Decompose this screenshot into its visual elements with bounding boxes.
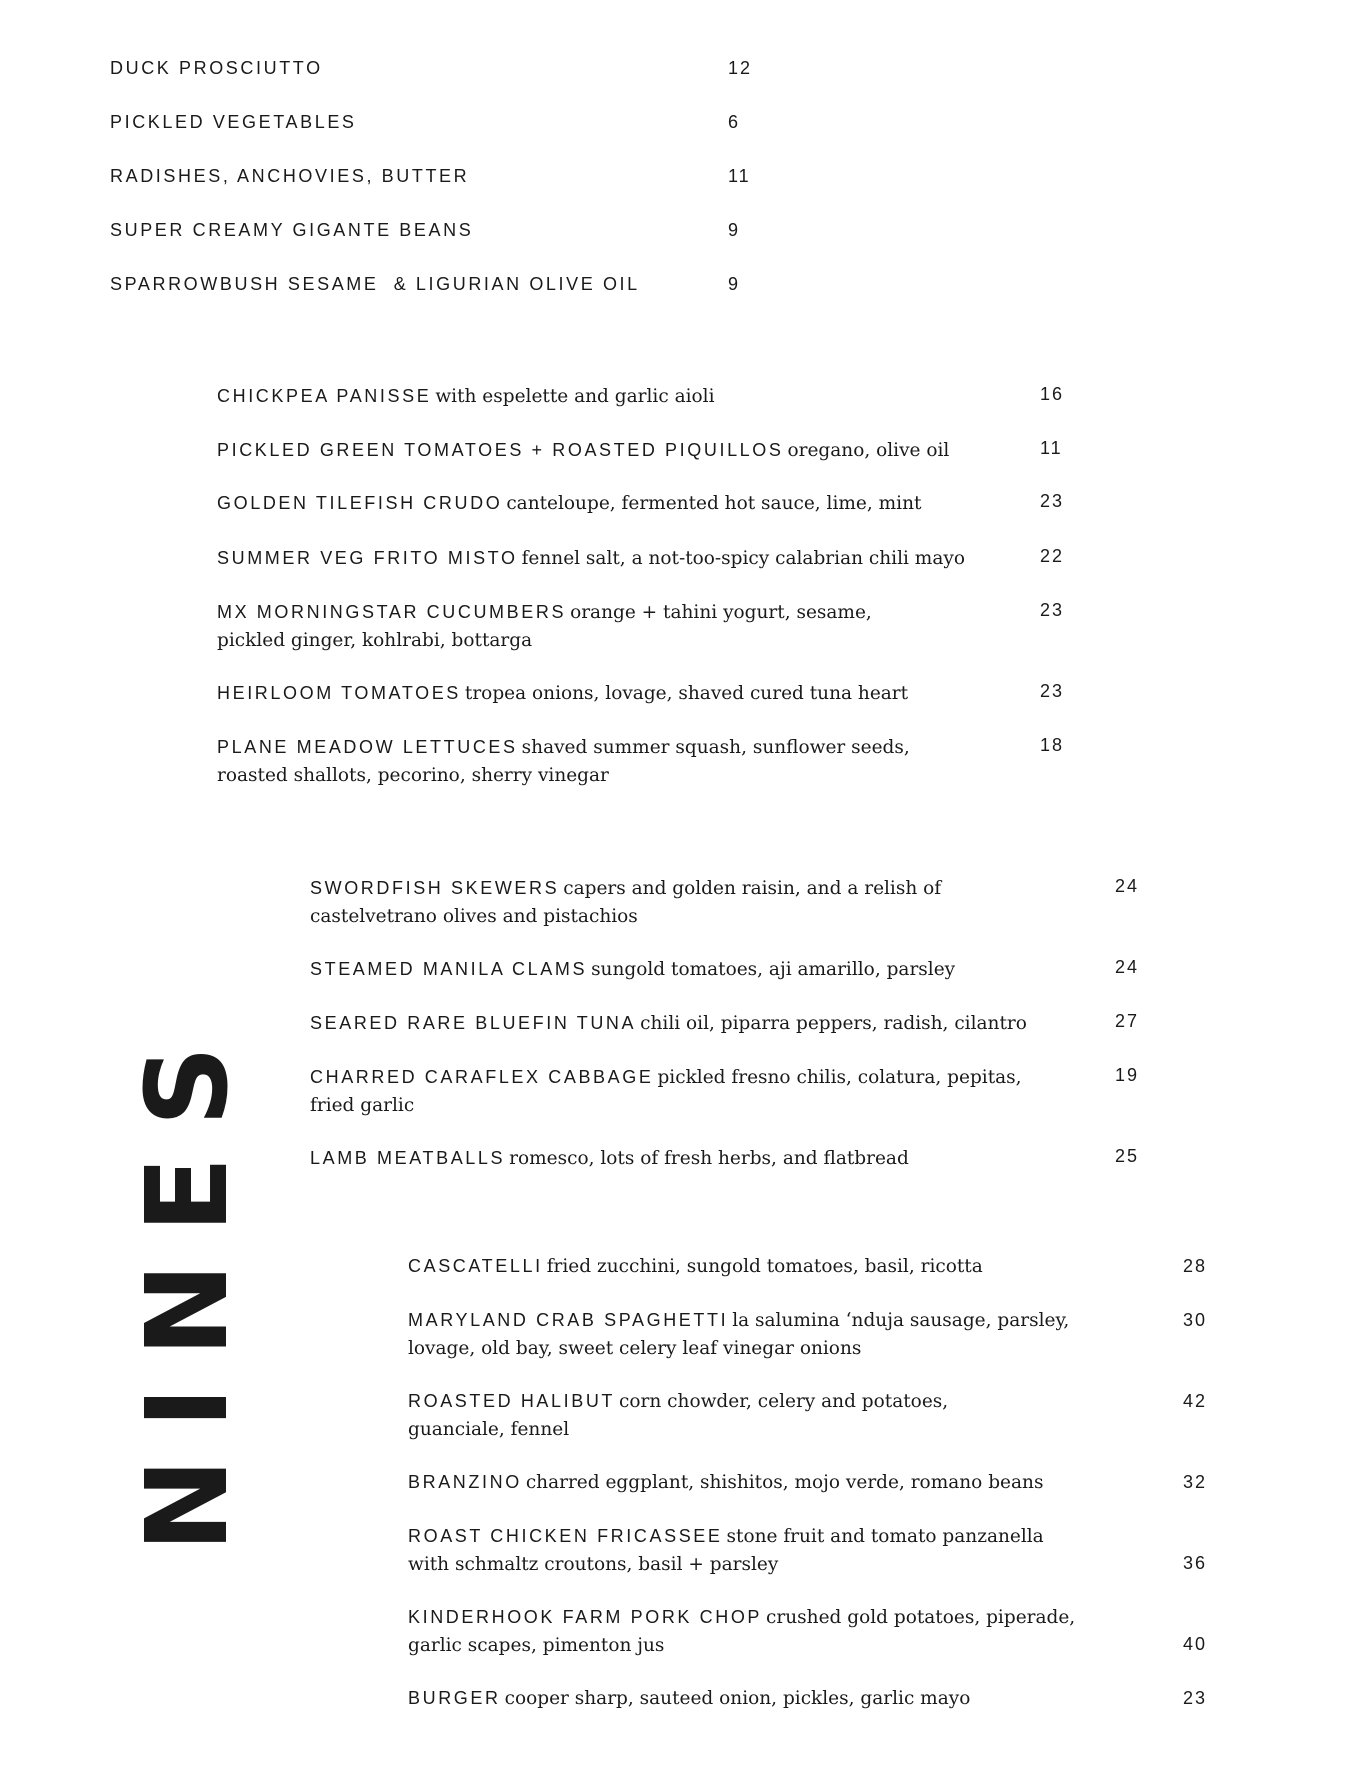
item-name: CASCATELLI — [408, 1256, 543, 1276]
item-name: BURGER — [408, 1688, 501, 1708]
item-description-cont: with schmaltz croutons, basil + parsley — [408, 1554, 779, 1575]
menu-item — [310, 1064, 1022, 1120]
item-name: PICKLED VEGETABLES — [110, 112, 357, 132]
item-name: SUMMER VEG FRITO MISTO — [217, 548, 518, 568]
item-price: 12 — [728, 58, 753, 78]
item-price: 24 — [1115, 876, 1140, 896]
item-description: sungold tomatoes, aji amarillo, parsley — [591, 959, 956, 980]
menu-item — [310, 956, 955, 984]
item-price: 23 — [1040, 600, 1065, 620]
item-description: charred eggplant, shishitos, mojo verde, romano beans — [525, 1472, 1044, 1493]
item-description-cont: guanciale, fennel — [408, 1419, 570, 1440]
menu-item — [110, 55, 323, 83]
item-description-cont: roasted shallots, pecorino, sherry vinegar — [217, 765, 609, 786]
item-price: 11 — [1040, 438, 1063, 458]
item-description: with espelette and garlic aioli — [435, 386, 715, 407]
item-description: crushed gold potatoes, piperade, — [766, 1607, 1076, 1628]
item-price: 32 — [1183, 1472, 1208, 1492]
item-description: romesco, lots of fresh herbs, and flatbread — [509, 1148, 909, 1169]
item-name: SWORDFISH SKEWERS — [310, 878, 560, 898]
menu-item — [408, 1253, 983, 1281]
menu-item — [110, 271, 640, 299]
item-price: 9 — [728, 220, 741, 240]
item-description: orange + tahini yogurt, sesame, — [570, 602, 872, 623]
item-name: ROAST CHICKEN FRICASSEE — [408, 1526, 723, 1546]
menu-item — [408, 1469, 1043, 1497]
item-description: fried zucchini, sungold tomatoes, basil, ricotta — [546, 1256, 983, 1277]
item-description: pickled fresno chilis, colatura, pepitas, — [657, 1067, 1022, 1088]
menu-item — [408, 1388, 948, 1444]
item-price: 19 — [1115, 1065, 1140, 1085]
item-name: SPARROWBUSH SESAME & LIGURIAN OLIVE OIL — [110, 274, 640, 294]
item-name: RADISHES, ANCHOVIES, BUTTER — [110, 166, 470, 186]
item-price: 27 — [1115, 1011, 1140, 1031]
item-name: STEAMED MANILA CLAMS — [310, 959, 588, 979]
item-description-cont: lovage, old bay, sweet celery leaf vinegar onions — [408, 1338, 862, 1359]
menu-item — [217, 734, 910, 790]
menu-item — [310, 1010, 1027, 1038]
item-price: 16 — [1040, 384, 1065, 404]
item-name: LAMB MEATBALLS — [310, 1148, 506, 1168]
item-description: cooper sharp, sauteed onion, pickles, garlic mayo — [504, 1688, 971, 1709]
menu-item — [310, 1145, 909, 1173]
item-name: SUPER CREAMY GIGANTE BEANS — [110, 220, 474, 240]
menu-item — [217, 437, 949, 465]
item-name: PICKLED GREEN TOMATOES + ROASTED PIQUILLOS — [217, 440, 784, 460]
item-description: tropea onions, lovage, shaved cured tuna heart — [464, 683, 909, 704]
item-description: corn chowder, celery and potatoes, — [619, 1391, 949, 1412]
item-name: CHICKPEA PANISSE — [217, 386, 432, 406]
item-description: la salumina ‘nduja sausage, parsley, — [732, 1310, 1070, 1331]
menu-item — [310, 875, 941, 931]
menu-item — [217, 545, 965, 573]
menu-item — [408, 1604, 1075, 1660]
item-name: PLANE MEADOW LETTUCES — [217, 737, 518, 757]
item-price: 42 — [1183, 1391, 1208, 1411]
item-description: canteloupe, fermented hot sauce, lime, mint — [506, 493, 922, 514]
item-price: 24 — [1115, 957, 1140, 977]
menu-item — [217, 383, 714, 411]
item-description: chili oil, piparra peppers, radish, cilantro — [640, 1013, 1027, 1034]
item-price: 23 — [1040, 491, 1065, 511]
item-name: HEIRLOOM TOMATOES — [217, 683, 461, 703]
item-price: 30 — [1183, 1310, 1208, 1330]
item-price: 23 — [1183, 1688, 1208, 1708]
menu-item — [217, 490, 921, 518]
item-price: 11 — [728, 166, 751, 186]
item-description-cont: castelvetrano olives and pistachios — [310, 906, 638, 927]
item-name: BRANZINO — [408, 1472, 522, 1492]
item-price: 6 — [728, 112, 741, 132]
item-description-cont: garlic scapes, pimenton jus — [408, 1635, 665, 1656]
item-description-cont: fried garlic — [310, 1095, 415, 1116]
item-name: MX MORNINGSTAR CUCUMBERS — [217, 602, 567, 622]
item-price: 23 — [1040, 681, 1065, 701]
item-price: 36 — [1183, 1553, 1208, 1573]
item-name: SEARED RARE BLUEFIN TUNA — [310, 1013, 637, 1033]
item-description: shaved summer squash, sunflower seeds, — [521, 737, 910, 758]
item-description: oregano, olive oil — [787, 440, 950, 461]
item-price: 22 — [1040, 546, 1065, 566]
item-name: GOLDEN TILEFISH CRUDO — [217, 493, 503, 513]
menu-item — [408, 1685, 970, 1713]
item-price: 40 — [1183, 1634, 1208, 1654]
menu-item — [408, 1523, 1044, 1579]
menu-item — [408, 1307, 1069, 1363]
item-description: fennel salt, a not-too-spicy calabrian chili mayo — [521, 548, 965, 569]
menu-item — [110, 109, 357, 137]
item-description: capers and golden raisin, and a relish of — [563, 878, 942, 899]
brand-logo: NINES — [123, 1015, 253, 1553]
item-description-cont: pickled ginger, kohlrabi, bottarga — [217, 630, 533, 651]
item-price: 9 — [728, 274, 741, 294]
item-price: 18 — [1040, 735, 1065, 755]
item-description: stone fruit and tomato panzanella — [726, 1526, 1044, 1547]
menu-item — [110, 217, 473, 245]
item-price: 28 — [1183, 1256, 1208, 1276]
item-name: KINDERHOOK FARM PORK CHOP — [408, 1607, 763, 1627]
item-name: DUCK PROSCIUTTO — [110, 58, 323, 78]
menu-item — [217, 599, 872, 655]
menu-item — [110, 163, 469, 191]
item-name: CHARRED CARAFLEX CABBAGE — [310, 1067, 654, 1087]
menu-item — [217, 680, 908, 708]
item-name: MARYLAND CRAB SPAGHETTI — [408, 1310, 729, 1330]
item-price: 25 — [1115, 1146, 1140, 1166]
item-name: ROASTED HALIBUT — [408, 1391, 616, 1411]
